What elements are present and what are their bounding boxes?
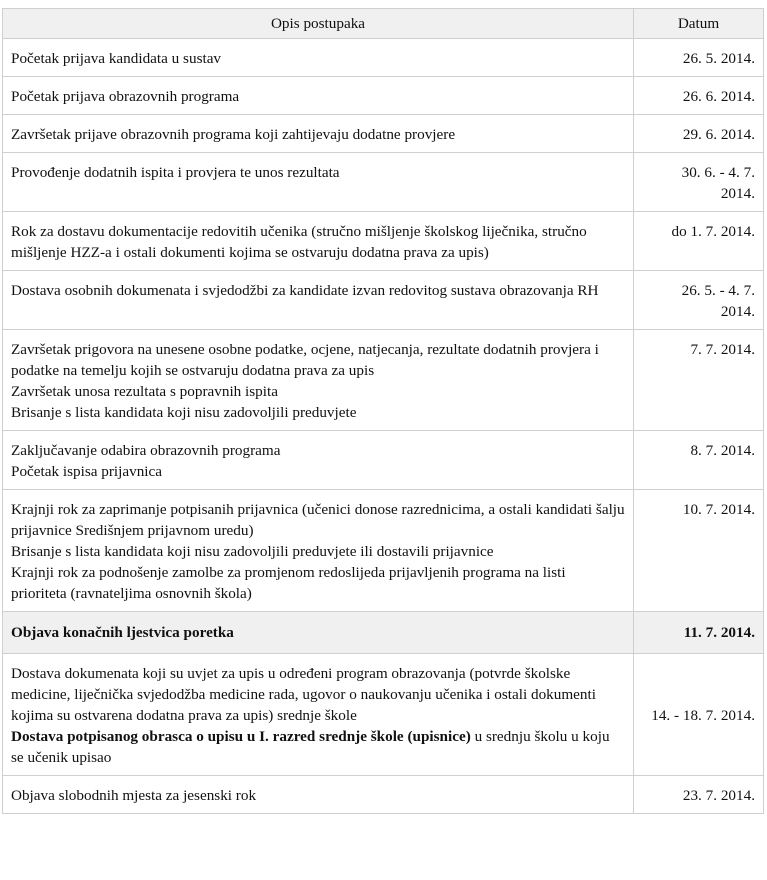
row-date: do 1. 7. 2014. bbox=[634, 212, 764, 271]
description-line: Završetak prijave obrazovnih programa koji zahtijevaju dodatne provjere bbox=[11, 126, 456, 143]
description-line: Dostava dokumenata koji su uvjet za upis u određeni program obrazovanja (potvrde školske medicine, liječnička svjedodžba medicine rada, ugovor o naukovanju učenika i ostali dokumenti kojima su ostvarena dodatna prava za upis) srednje škole bbox=[11, 665, 596, 724]
row-description bbox=[3, 271, 634, 330]
row-date: 10. 7. 2014. bbox=[634, 490, 764, 612]
row-description bbox=[3, 212, 634, 271]
table-row bbox=[3, 153, 764, 212]
table-row bbox=[3, 271, 764, 330]
description-line: Krajnji rok za zaprimanje potpisanih prijavnica (učenici donose razrednicima, a ostali kandidati šalju prijavnice Središnjem prijavnom uredu) bbox=[11, 501, 625, 539]
table-row bbox=[3, 212, 764, 271]
description-line: Završetak unosa rezultata s popravnih ispita bbox=[11, 383, 278, 400]
description-line: Provođenje dodatnih ispita i provjera te unos rezultata bbox=[11, 164, 340, 181]
row-date: 29. 6. 2014. bbox=[634, 115, 764, 153]
row-description bbox=[3, 654, 634, 776]
description-line: Završetak prigovora na unesene osobne podatke, ocjene, natjecanja, rezultate dodatnih provjera i podatke na temelju kojih se ostvaruju dodatna prava za upis bbox=[11, 341, 599, 379]
schedule-table bbox=[2, 8, 764, 814]
description-line: Zaključavanje odabira obrazovnih programa bbox=[11, 442, 281, 459]
table-row bbox=[3, 654, 764, 776]
table-row bbox=[3, 776, 764, 814]
row-date: 26. 6. 2014. bbox=[634, 77, 764, 115]
description-bold-part: Dostava potpisanog obrasca o upisu u I. razred srednje škole (upisnice) bbox=[11, 728, 471, 745]
description-line: Početak prijava kandidata u sustav bbox=[11, 50, 222, 67]
row-description bbox=[3, 490, 634, 612]
row-date: 23. 7. 2014. bbox=[634, 776, 764, 814]
row-date: 30. 6. - 4. 7. 2014. bbox=[634, 153, 764, 212]
row-description bbox=[3, 612, 634, 654]
row-description bbox=[3, 77, 634, 115]
row-date: 8. 7. 2014. bbox=[634, 431, 764, 490]
column-header-date: Datum bbox=[634, 9, 764, 39]
description-line: Objava slobodnih mjesta za jesenski rok bbox=[11, 787, 257, 804]
row-date: 11. 7. 2014. bbox=[634, 612, 764, 654]
description-line: Krajnji rok za podnošenje zamolbe za promjenom redoslijeda prijavljenih programa na listi prioriteta (ravnateljima osnovnih škola) bbox=[11, 564, 566, 602]
row-date: 26. 5. - 4. 7. 2014. bbox=[634, 271, 764, 330]
table-row bbox=[3, 115, 764, 153]
header-row bbox=[3, 9, 764, 39]
description-line: Brisanje s lista kandidata koji nisu zadovoljili preduvjete bbox=[11, 404, 357, 421]
table-row bbox=[3, 431, 764, 490]
description-normal-part: u srednju školu u koju se učenik upisao bbox=[11, 728, 610, 766]
row-description bbox=[3, 115, 634, 153]
table-row bbox=[3, 39, 764, 77]
table-row-highlighted bbox=[3, 612, 764, 654]
description-line: Dostava osobnih dokumenata i svjedodžbi za kandidate izvan redovitog sustava obrazovanja RH bbox=[11, 282, 599, 299]
table-row bbox=[3, 490, 764, 612]
row-date: 7. 7. 2014. bbox=[634, 330, 764, 431]
table-row bbox=[3, 330, 764, 431]
row-description bbox=[3, 153, 634, 212]
row-description bbox=[3, 431, 634, 490]
row-description bbox=[3, 39, 634, 77]
description-line: Početak prijava obrazovnih programa bbox=[11, 88, 240, 105]
description-line: Početak ispisa prijavnica bbox=[11, 463, 162, 480]
row-description bbox=[3, 330, 634, 431]
row-description bbox=[3, 776, 634, 814]
column-header-description: Opis postupaka bbox=[3, 9, 634, 39]
table-row bbox=[3, 77, 764, 115]
row-date: 26. 5. 2014. bbox=[634, 39, 764, 77]
row-date: 14. - 18. 7. 2014. bbox=[634, 654, 764, 776]
description-line-mixed bbox=[11, 726, 625, 768]
description-line: Rok za dostavu dokumentacije redovitih učenika (stručno mišljenje školskog liječnika, stručno mišljenje HZZ-a i ostali dokumenti kojima se ostvaruju dodatna prava za upis) bbox=[11, 223, 587, 261]
description-line: Objava konačnih ljestvica poretka bbox=[11, 624, 234, 641]
description-line: Brisanje s lista kandidata koji nisu zadovoljili preduvjete ili dostavili prijavnice bbox=[11, 543, 494, 560]
